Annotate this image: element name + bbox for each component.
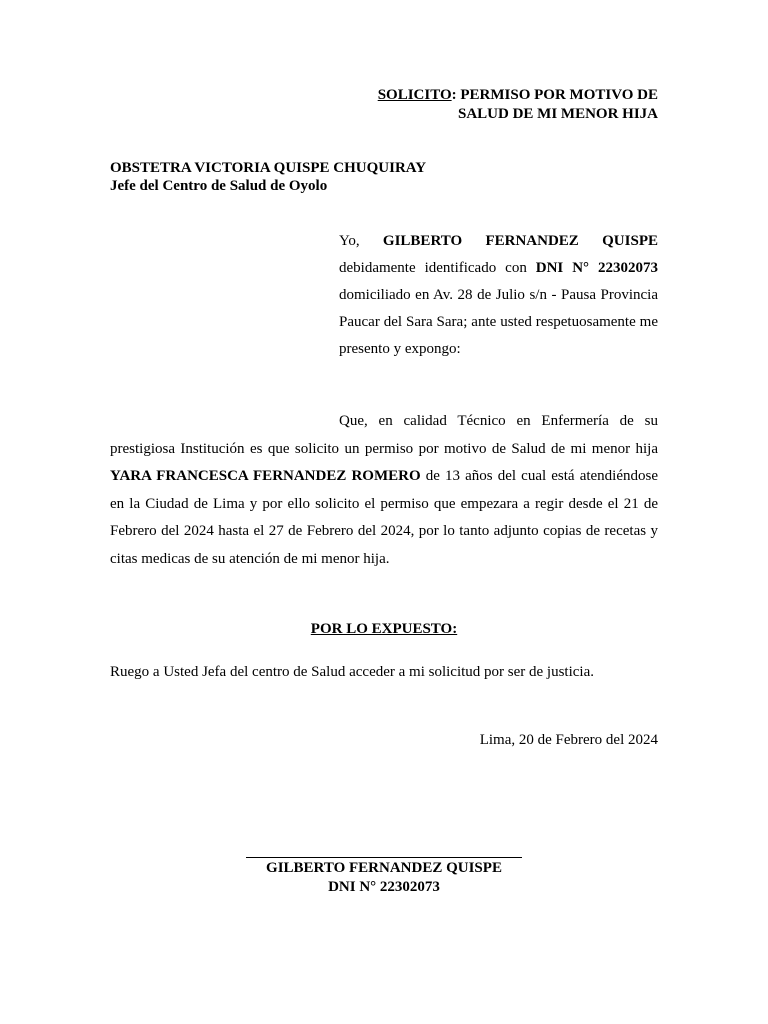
intro-paragraph	[339, 228, 658, 363]
request-sentence: Ruego a Usted Jefa del centro de Salud acceder a mi solicitud por ser de justicia.	[110, 664, 594, 680]
place-date: Lima, 20 de Febrero del 2024	[479, 732, 658, 748]
signature-name: GILBERTO FERNANDEZ QUISPE	[266, 860, 502, 876]
subject-line-1-text: : PERMISO POR MOTIVO DE	[451, 87, 658, 103]
signature-dni: DNI N° 22302073	[328, 879, 440, 895]
body-text-1: Que, en calidad Técnico en Enfermería de su prestigiosa Institución es que solicito un permiso por motivo de Salud de mi menor hija	[110, 413, 658, 457]
addressee-title: Jefe del Centro de Salud de Oyolo	[110, 178, 328, 194]
intro-text-2: debidamente identificado con	[339, 260, 536, 276]
body-paragraph	[110, 408, 658, 573]
body-text-2: de 13 años del cual está atendiéndose en la Ciudad de Lima y por ello solicito el permiso que empezara a regir desde el 21 de Febrero del 2024 hasta el 27 de Febrero del 2024, por lo tanto adjunto copias de recetas y citas medicas de su atención de mi menor hija.	[110, 468, 658, 567]
intro-text-3: domiciliado en Av. 28 de Julio s/n - Pausa Provincia Paucar del Sara Sara; ante usted respetuosamente me presento y expongo:	[339, 287, 658, 357]
subject-heading	[300, 86, 658, 124]
subject-line-1	[300, 86, 658, 105]
applicant-name: GILBERTO FERNANDEZ QUISPE	[382, 233, 658, 249]
signature-line	[246, 857, 522, 858]
subject-line-2: SALUD DE MI MENOR HIJA	[457, 106, 658, 122]
signature-block	[234, 859, 534, 897]
intro-text-1: Yo,	[339, 233, 383, 249]
subject-label: SOLICITO	[377, 87, 452, 103]
por-lo-expuesto-heading: POR LO EXPUESTO:	[310, 621, 458, 637]
addressee-block	[110, 159, 426, 195]
addressee-name: OBSTETRA VICTORIA QUISPE CHUQUIRAY	[110, 160, 427, 176]
applicant-dni: DNI N° 22302073	[535, 260, 658, 276]
child-name: YARA FRANCESCA FERNANDEZ ROMERO	[110, 468, 421, 484]
